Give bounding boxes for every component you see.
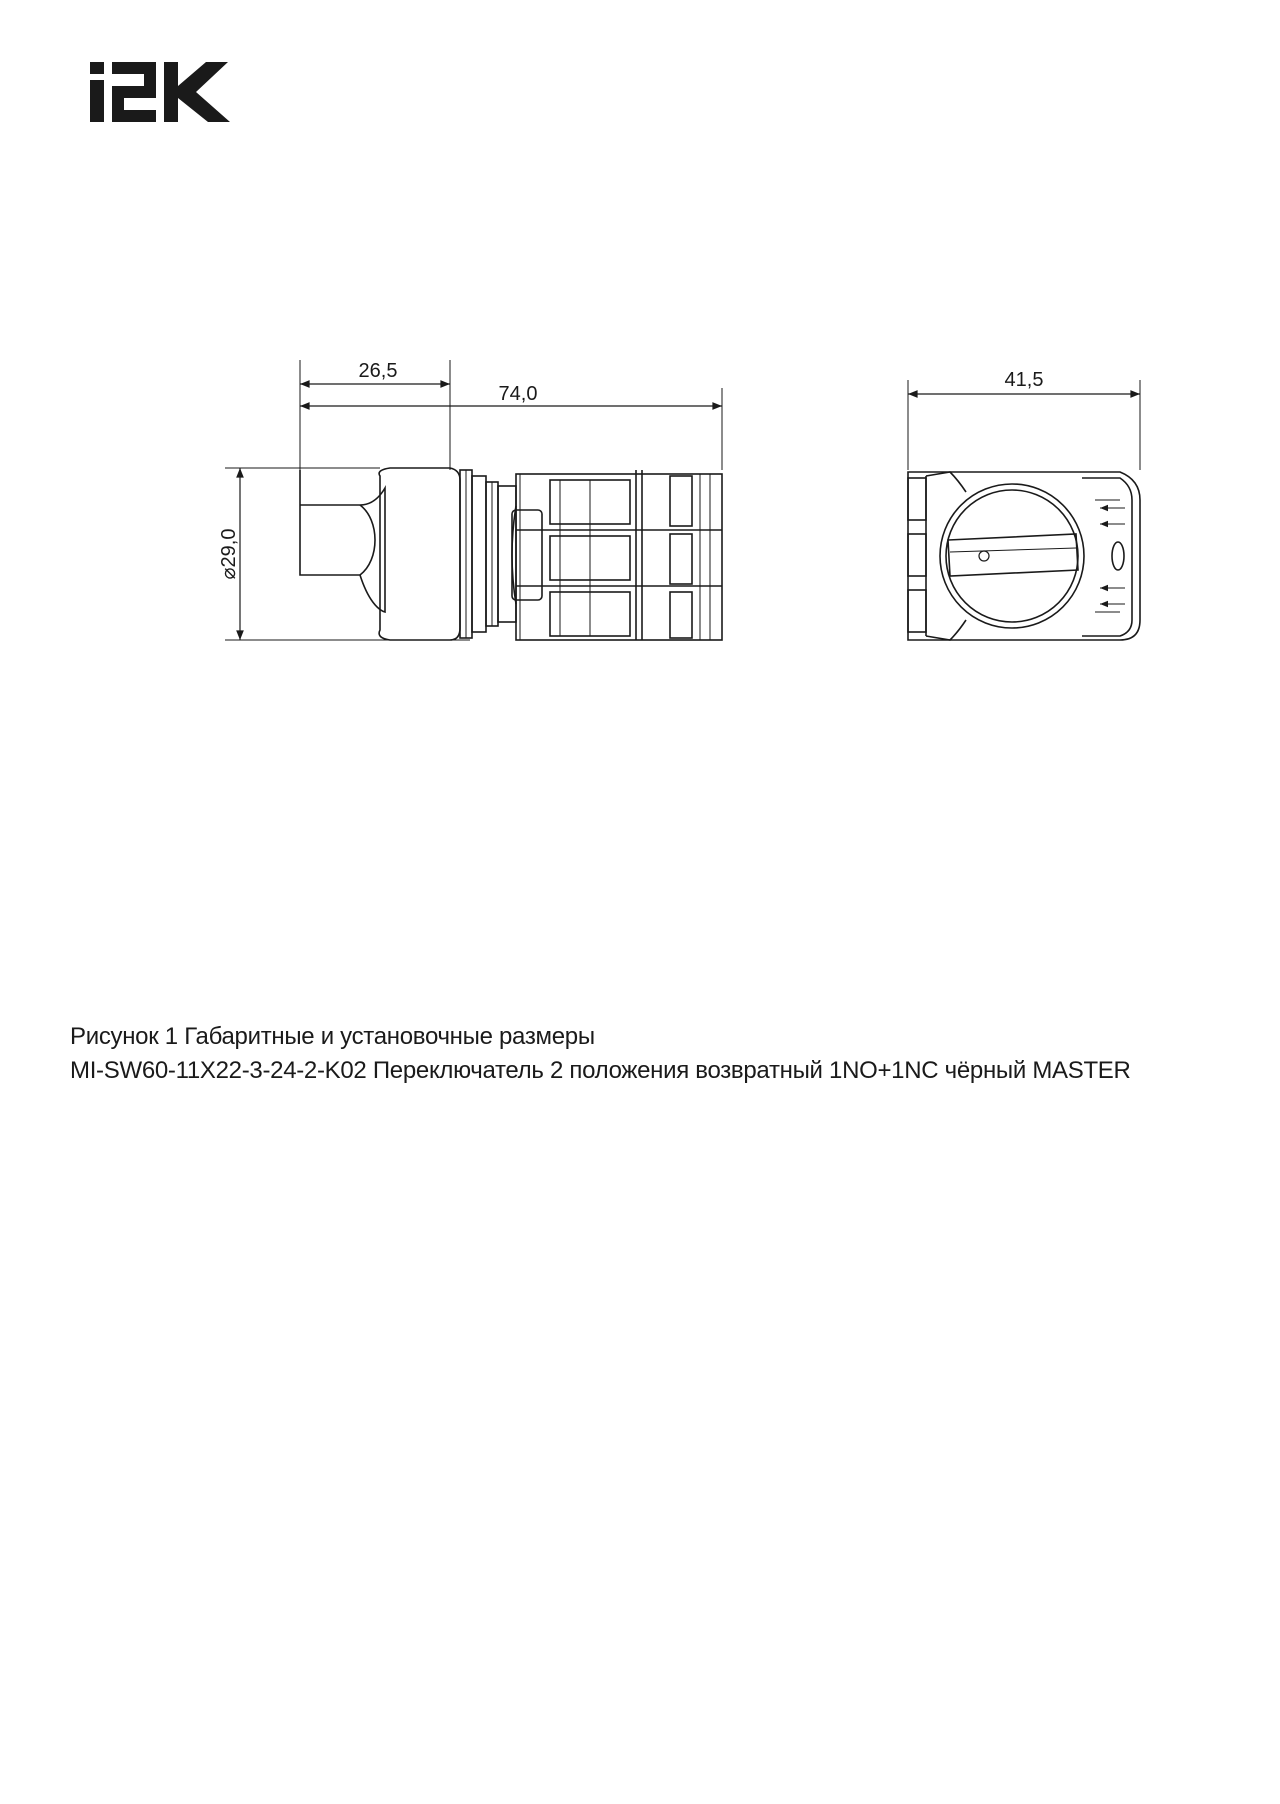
dimension-drawing — [0, 0, 1280, 700]
dim-length-label: 74,0 — [498, 383, 538, 405]
figure-caption — [70, 1020, 1131, 1088]
caption-line-2: MI-SW60-11X22-3-24-2-K02 Переключатель 2 положения возвратный 1NO+1NC чёрный MASTER — [70, 1057, 1131, 1084]
dim-diameter-label: ⌀29,0 — [218, 528, 240, 580]
front-view — [908, 380, 1140, 640]
dim-width-label: 41,5 — [1004, 369, 1044, 391]
caption-line-1: Рисунок 1 Габаритные и установочные размеры — [70, 1023, 595, 1050]
dim-handle-label: 26,5 — [358, 360, 398, 382]
side-view — [225, 360, 722, 640]
